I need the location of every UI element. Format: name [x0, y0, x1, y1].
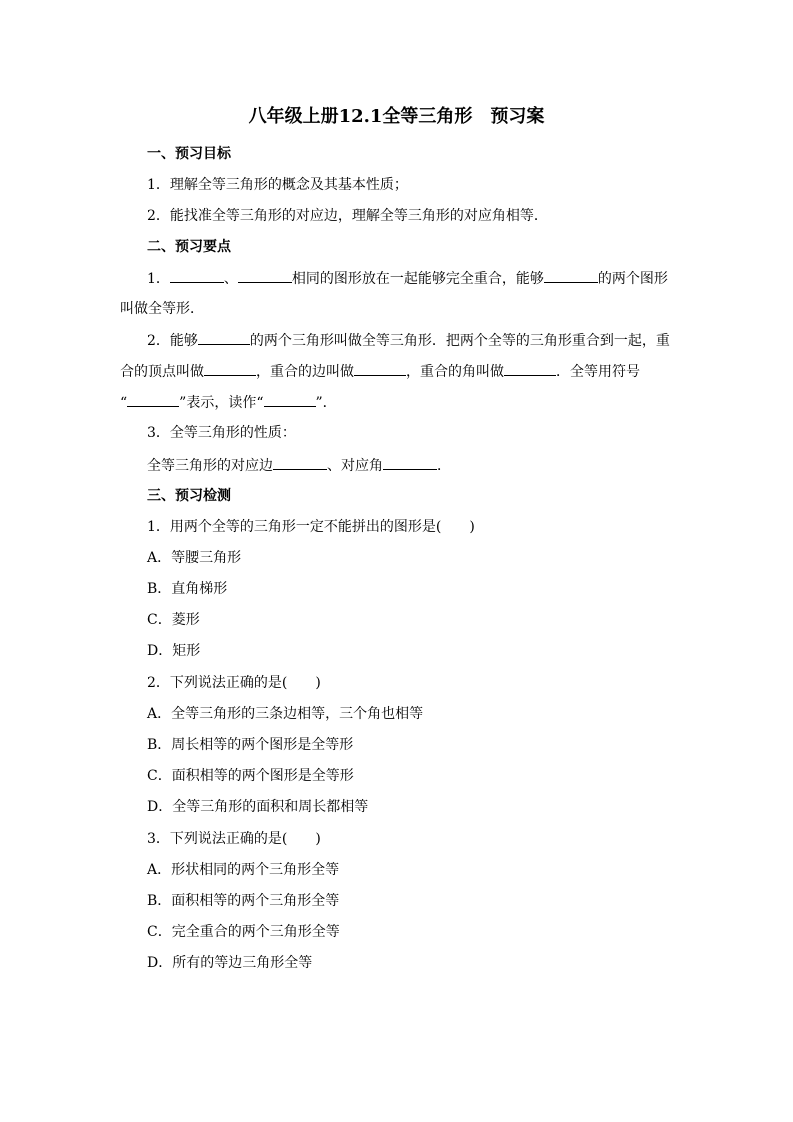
question-stem: 1．用两个全等的三角形一定不能拼出的图形是( ): [147, 519, 475, 535]
key-point-2-cont: [120, 392, 680, 413]
answer-blank: [170, 268, 224, 283]
text: ．: [437, 458, 451, 474]
section-heading-check: 三、预习检测: [147, 488, 231, 504]
answer-blank: [238, 268, 292, 283]
text: 相同的图形放在一起能够完全重合，能够: [291, 271, 544, 287]
answer-blank: [273, 455, 327, 470]
page-title: 八年级上册12.1全等三角形 预习案: [248, 106, 545, 127]
text: 合的顶点叫做: [120, 364, 204, 380]
question-stem: 3．下列说法正确的是( ): [147, 831, 321, 847]
section-heading-key-points: 二、预习要点: [147, 239, 231, 255]
text: ，重合的边叫做: [256, 364, 354, 380]
key-point-2: [147, 330, 707, 351]
text: 2．能够: [147, 333, 198, 349]
question-stem: 2．下列说法正确的是( ): [147, 675, 321, 691]
key-point-3-cont: [147, 455, 707, 476]
text: ”表示，读作“: [179, 395, 264, 411]
key-point-2-cont: [120, 361, 680, 382]
question-option: B．面积相等的两个三角形全等: [147, 893, 340, 909]
text: ．全等用符号: [556, 364, 640, 380]
goal-item: 2．能找准全等三角形的对应边，理解全等三角形的对应角相等．: [147, 208, 548, 224]
answer-blank: [544, 268, 598, 283]
question-option: C．菱形: [147, 612, 200, 628]
question-option: D．矩形: [147, 643, 201, 659]
goal-item: 1．理解全等三角形的概念及其基本性质；: [147, 177, 408, 193]
key-point-1: [147, 268, 707, 289]
text: “: [120, 395, 128, 411]
answer-blank: [264, 392, 316, 407]
answer-blank: [127, 392, 179, 407]
text: 的两个图形: [597, 271, 668, 287]
question-option: C．面积相等的两个图形是全等形: [147, 768, 354, 784]
section-heading-goals: 一、预习目标: [147, 146, 231, 162]
question-option: C．完全重合的两个三角形全等: [147, 924, 340, 940]
answer-blank: [354, 361, 406, 376]
text: 、对应角: [327, 458, 383, 474]
question-option: A．全等三角形的三条边相等，三个角也相等: [147, 706, 424, 722]
text: ”．: [315, 395, 337, 411]
key-point-3: 3．全等三角形的性质：: [147, 425, 296, 441]
key-point-1-cont: 叫做全等形．: [120, 301, 204, 317]
text: ，重合的角叫做: [406, 364, 504, 380]
answer-blank: [204, 361, 256, 376]
key-point-number: 1．: [147, 271, 170, 287]
question-option: A．等腰三角形: [147, 550, 242, 566]
question-option: D．所有的等边三角形全等: [147, 955, 313, 971]
question-option: B．直角梯形: [147, 581, 228, 597]
answer-blank: [504, 361, 556, 376]
answer-blank: [198, 330, 250, 345]
question-option: B．周长相等的两个图形是全等形: [147, 737, 354, 753]
question-option: D．全等三角形的面积和周长都相等: [147, 799, 369, 815]
text: 全等三角形的对应边: [147, 458, 273, 474]
text: 、: [223, 271, 238, 287]
text: 的两个三角形叫做全等三角形．把两个全等的三角形重合到一起，重: [249, 333, 670, 349]
answer-blank: [383, 455, 437, 470]
question-option: A．形状相同的两个三角形全等: [147, 862, 340, 878]
